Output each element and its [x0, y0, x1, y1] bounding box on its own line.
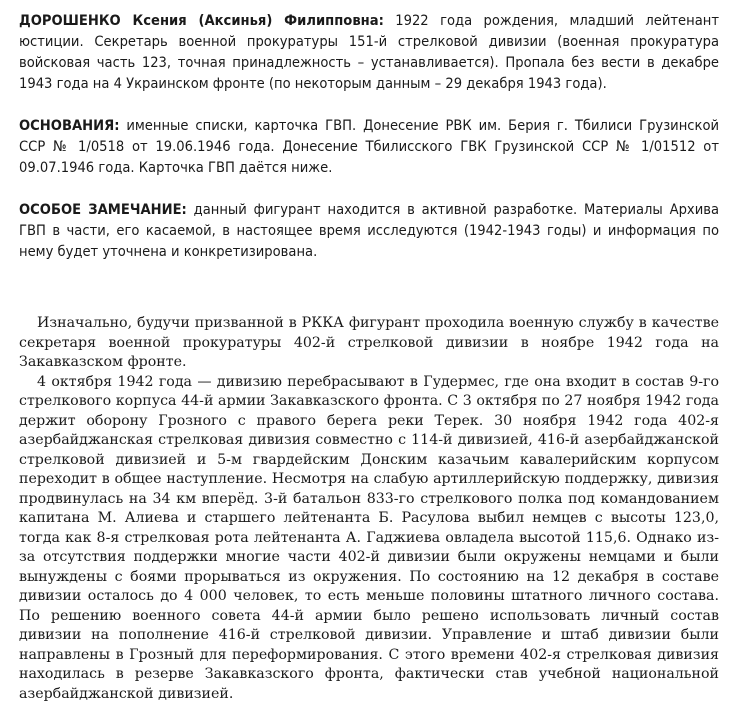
article-paragraph-2: 4 октября 1942 года — дивизию перебрасывают в Гудермес, где она входит в состав 9-го стрелкового корпуса 44-й армии Закавказского фронта. С 3 октября по 27 ноября 1942 года держит оборону Грозного с правого берега реки Терек. 30 ноября 1942 года 402-я азербайджанская стрелковая дивизия совместно с 114-й дивизией, 416-й азербайджанской стрелковой дивизией и 5-м гвардейским Донским казачьим кавалерийским корпусом переходит в общее наступление. Несмотря на слабую артиллерийскую поддержку, дивизия продвинулась на 34 км вперёд. 3-й батальон 833-го стрелкового полка под командованием капитана М. Алиева и старшего лейтенанта Б. Расулова выбил немцев с высоты 123,0, тогда как 8-я стрелковая рота лейтенанта А. Гаджиева овладела высотой 115,6. Однако из-за отсутствия поддержки многие части 402-й дивизии были окружены немцами и были вынуждены с боями прорываться из окружения. По состоянию на 12 декабря в составе дивизии осталось до 4 000 человек, то есть меньше половины штатного личного состава. По решению военного совета 44-й армии было решено использовать личный состав дивизии на пополнение 416-й стрелковой дивизии. Управление и штаб дивизии были направлены в Грозный для переформирования. С этого времени 402-я стрелковая дивизия находилась в резерве Закавказского фронта, фактически став учебной национальной азербайджанской дивизией. — [19, 373, 719, 704]
special-note-section — [19, 199, 719, 262]
special-note-text: данный фигурант находится в активной разработке. Материалы Архива ГВП в части, его касаемой, в настоящее время исследуются (1942-1943 годы) и информация по нему будет уточнена и конкретизирована. — [19, 201, 719, 260]
person-entry — [19, 10, 719, 94]
document-page — [19, 10, 719, 704]
article-paragraph-1: Изначально, будучи призванной в РККА фигурант проходила военную службу в качестве секретаря военной прокуратуры 402-й стрелковой дивизии в ноябре 1942 года на Закавказском фронте. — [19, 314, 719, 373]
person-name: ДОРОШЕНКО Ксения (Аксинья) Филипповна: — [19, 12, 384, 29]
special-note-label: ОСОБОЕ ЗАМЕЧАНИЕ: — [19, 201, 187, 218]
basis-text: именные списки, карточка ГВП. Донесение РВК им. Берия г. Тбилиси Грузинской ССР № 1/0518 от 19.06.1946 года. Донесение Тбилисского ГВК Грузинской ССР № 1/01512 от 09.07.1946 года. Карточка ГВП даётся ниже. — [19, 117, 719, 176]
basis-section — [19, 115, 719, 178]
person-description: 1922 года рождения, младший лейтенант юстиции. Секретарь военной прокуратуры 151-й стрелковой дивизии (военная прокуратура войсковая часть 123, точная принадлежность – устанавливается). Пропала без вести в декабре 1943 года на 4 Украинском фронте (по некоторым данным – 29 декабря 1943 года). — [19, 12, 719, 92]
basis-label: ОСНОВАНИЯ: — [19, 117, 119, 134]
